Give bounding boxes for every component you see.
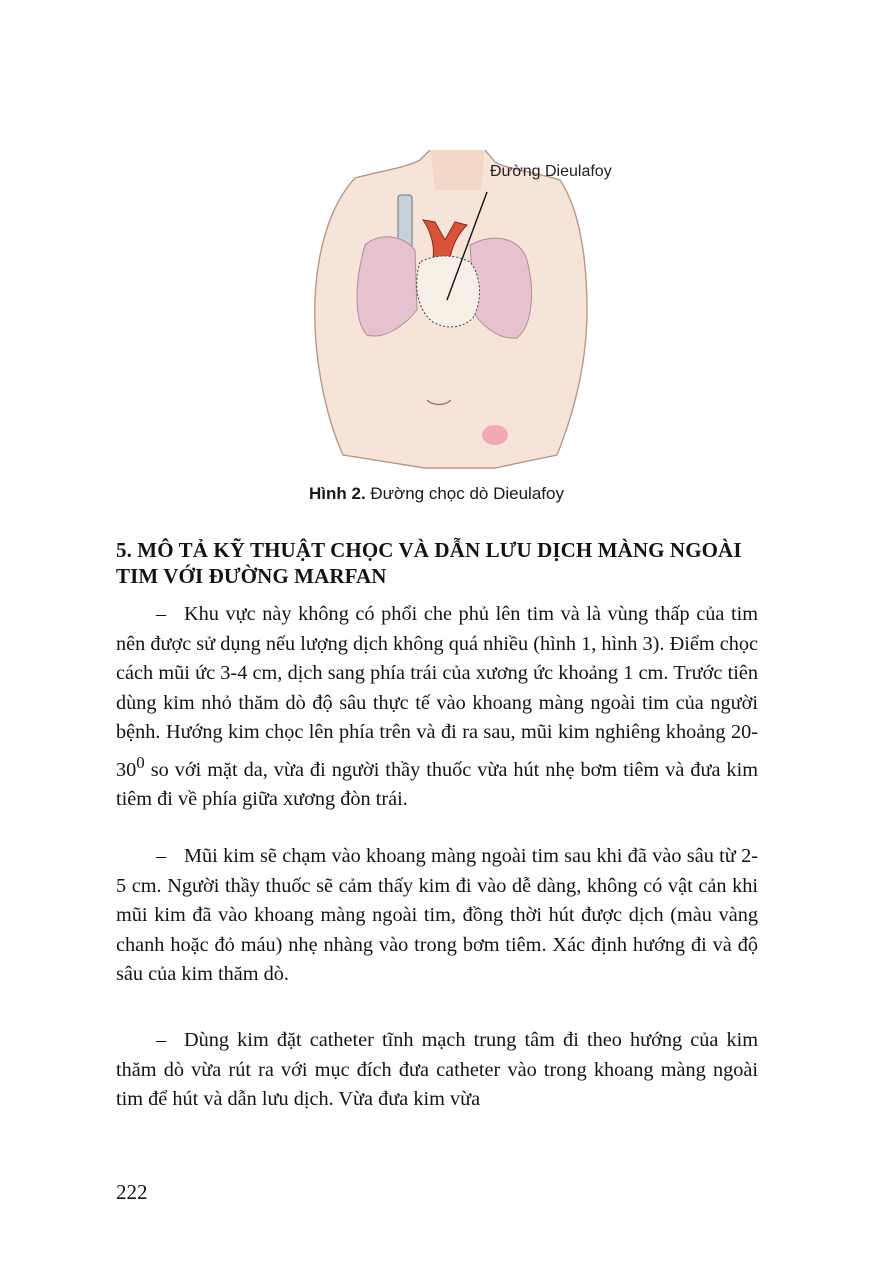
page-number: 222 (116, 1180, 148, 1204)
superscript-degree: 0 (136, 752, 145, 772)
paragraph-1 (116, 600, 758, 814)
caption-number: Hình 2. (309, 484, 366, 503)
list-dash: – (156, 845, 167, 867)
paragraph-2 (116, 842, 758, 990)
chest-anatomy-illustration (295, 150, 655, 470)
section-heading: 5. MÔ TẢ KỸ THUẬT CHỌC VÀ DẪN LƯU DỊCH MÀNG NGOÀI TIM VỚI ĐƯỜNG MARFAN (116, 538, 742, 588)
list-dash: – (156, 603, 167, 625)
figure-caption (0, 484, 873, 504)
chest-anatomy-figure (295, 150, 655, 470)
figure-label: Đường Dieulafoy (490, 163, 612, 180)
caption-text: Đường chọc dò Dieulafoy (365, 484, 564, 503)
paragraph-3 (116, 1026, 758, 1115)
paragraph-3-text: Dùng kim đặt catheter tĩnh mạch trung tâm đi theo hướng của kim thăm dò vừa rút ra với mục đích đưa catheter vào trong khoang màng ngoài tim để hút và dẫn lưu dịch. Vừa đưa kim vừa (116, 1029, 758, 1110)
paragraph-1-text-a: Khu vực này không có phổi che phủ lên tim và là vùng thấp của tim nên được sử dụng nếu lượng dịch không quá nhiều (hình 1, hình 3). Điểm chọc cách mũi ức 3-4 cm, dịch sang phía trái của xương ức khoảng 1 cm. Trước tiên dùng kim nhỏ thăm dò độ sâu thực tế vào khoang màng ngoài tim của người bệnh. Hướng kim chọc lên phía trên và đi ra sau, mũi kim nghiêng khoảng 20-30 (116, 603, 758, 781)
paragraph-2-text: Mũi kim sẽ chạm vào khoang màng ngoài tim sau khi đã vào sâu từ 2-5 cm. Người thầy thuốc sẽ cảm thấy kim đi vào dễ dàng, không có vật cản khi mũi kim đã vào khoang màng ngoài tim, đồng thời hút được dịch (màu vàng chanh hoặc đỏ máu) nhẹ nhàng vào trong bơm tiêm. Xác định hướng đi và độ sâu của kim thăm dò. (116, 845, 758, 985)
neck (430, 150, 485, 190)
list-dash: – (156, 1029, 167, 1051)
puncture-site-marker (482, 425, 508, 445)
paragraph-1-text-b: so với mặt da, vừa đi người thầy thuốc vừa hút nhẹ bơm tiêm và đưa kim tiêm đi về phía giữa xương đòn trái. (116, 758, 758, 810)
